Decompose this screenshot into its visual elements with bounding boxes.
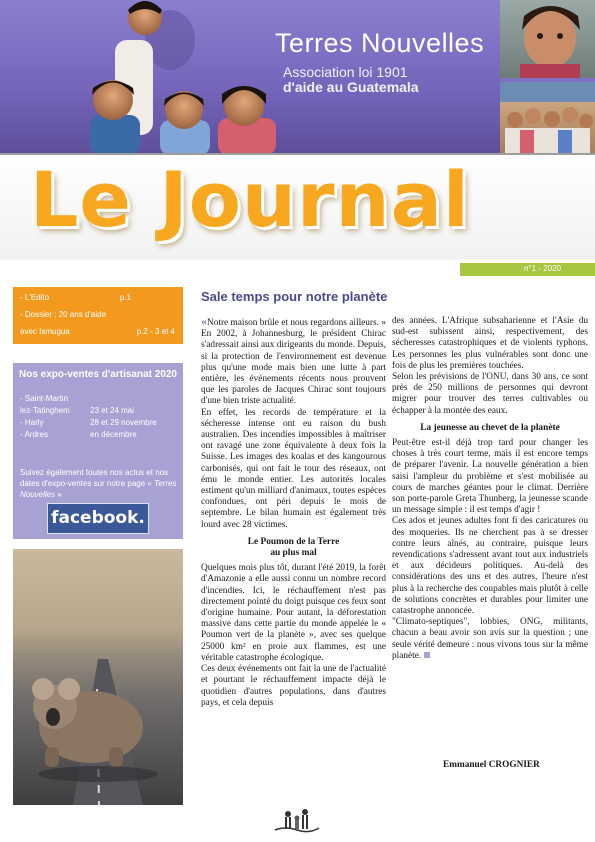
girl-photo-icon xyxy=(500,0,595,78)
table-of-contents xyxy=(13,287,183,344)
expo-note xyxy=(20,467,180,500)
header-banner xyxy=(0,0,595,153)
article-paragraph: Ces deux événements ont fait la une de l'actualité et pourtant le réchauffement impacte déjà le quotidien d'autres populations, dans d'autres pays, et cela depuis xyxy=(201,664,386,708)
subheading-line: au plus mal xyxy=(270,548,317,559)
facebook-page-name[interactable]: Terres Nouvelles xyxy=(20,479,177,499)
children-photo-icon xyxy=(0,0,500,153)
article-paragraph: des années. L'Afrique subsaharienne et l'Asie du sud-est subissent ainsi, respectivement, des sécheresses catastrophiques et de violents typhons. Les personnes les plus vulnérables sont donc une fois de plus les premières touchées. xyxy=(392,316,588,371)
toc-item[interactable] xyxy=(20,327,175,339)
article-paragraph xyxy=(392,617,588,662)
toc-item[interactable] xyxy=(20,293,175,305)
journal-title: Le Journal xyxy=(30,155,470,244)
toc-item-label: avec Ismugua xyxy=(20,327,70,336)
expo-place: - Saint-Martin xyxy=(20,394,69,403)
author-signature: Emmanuel CROGNIER xyxy=(443,760,540,770)
header-photo-girl xyxy=(500,0,595,78)
class-photo-icon xyxy=(500,82,595,153)
paragraph-text: Notre maison brûle et nous regardons ailleurs. » En 2002, à Johannesburg, le président Chirac s'adressait ainsi aux dirigeants du monde. Depuis, si la protection de l'environnement est devenue plus qu'une mode mais bien une lutte à part entière, les événements récents nous prouvent que les paroles de Jacques Chirac sont toujours d'une bien triste actualité. xyxy=(201,318,386,407)
expo-place: - Harly xyxy=(20,418,44,427)
article-paragraph: Selon les prévisions de l'ONU, dans 30 ans, ce sont près de 250 millions de personnes qui devront migrer pour trouver des terres cultivables ou échapper à la montée des eaux. xyxy=(392,372,588,416)
expo-place: lez-Tatinghem xyxy=(20,406,70,415)
koala-photo-icon xyxy=(13,549,183,805)
article-paragraph: Peut-être est-il déjà trop tard pour changer les choses à très court terme, mais il est encore temps de préparer l'avenir. La nouvelle génération a bien saisi l'ampleur du problème et s'est mobilisée au cours de marches géantes pour le climat. Derrière son porte-parole Greta Thunberg, la jeunesse scande un message simple : il est temps d'agir ! xyxy=(392,438,588,516)
issue-bar xyxy=(460,263,595,276)
association-line: Association loi 1901 xyxy=(283,64,408,80)
expo-note-end: » xyxy=(55,490,62,499)
subheading xyxy=(201,537,386,559)
expo-title: Nos expo-ventes d'artisanat 2020 xyxy=(19,369,177,380)
paragraph-text: "Climato-septiques", lobbies, ONG, militants, chacun a beau avoir son avis sur la question ; une seule vérité demeure : nous vivons tous sur la même planète. xyxy=(392,617,588,661)
article-title: Sale temps pour notre planète xyxy=(201,289,388,304)
toc-item-page: p.2 - 3 et 4 xyxy=(136,327,175,336)
article-paragraph: En effet, les records de température et la sécheresse intense ont eu raison du bush australien. Des incendies impossibles à maîtriser ont ravagé une zone équivalente à deux fois la Suisse. Les images des koalas et des kangourous carbonisés, qui ont fait le tour des réseaux, ont ému le monde entier. Les autorités locales estiment qu'un milliard d'animaux, toutes espèces confondues, ont péri depuis le mois de septembre. Le bilan humain est également très lourd avec 28 victimes. xyxy=(201,407,386,530)
expo-date: 28 et 29 novembre xyxy=(90,418,157,427)
header-photo-class xyxy=(500,82,595,153)
end-mark-icon xyxy=(424,652,430,658)
expo-note-text: Suivez également toutes nos actus et nos dates d'expo-ventes sur notre page « xyxy=(20,468,169,488)
masthead xyxy=(0,155,595,260)
article-paragraph: Ces ados et jeunes adultes font fi des caricatures ou des moqueries. Ils ne cherchent pas à se dresser contre leurs aînés, au contraire, puisque leurs revendications s'adressent avant tout aux industriels et aux décideurs politiques. Au-delà des considérations des uns et des autres, l'heure n'est plus à la recherche des coupables mais plutôt à celle de solutions concrètes et durables pour limiter une catastrophe annoncée. xyxy=(392,516,588,617)
toc-item-page: p.1 xyxy=(119,293,131,302)
koala-photo xyxy=(13,549,183,805)
article-column-1 xyxy=(201,316,386,806)
article-paragraph xyxy=(201,316,386,408)
header-photo-children xyxy=(0,0,500,153)
expo-place: - Ardres xyxy=(20,430,49,439)
facebook-logo-icon[interactable]: facebook. xyxy=(47,503,149,534)
article-column-2 xyxy=(392,316,588,776)
expo-sales-box xyxy=(13,363,183,539)
footer-family-logo-icon xyxy=(273,806,321,836)
opening-quote: « xyxy=(201,314,207,328)
toc-item[interactable] xyxy=(20,310,175,322)
subheading: La jeunesse au chevet de la planète xyxy=(420,422,560,433)
subheading-line: Le Poumon de la Terre xyxy=(247,536,340,547)
mission-line: d'aide au Guatemala xyxy=(283,79,419,95)
org-name: Terres Nouvelles xyxy=(275,28,485,58)
toc-item-label: - L'Edito xyxy=(20,293,50,302)
toc-item-label: - Dossier : 20 ans d'aide xyxy=(20,310,107,319)
issue-number: n°1 - 2020 xyxy=(523,264,561,273)
article-paragraph: Quelques mois plus tôt, durant l'été 2019, la forêt d'Amazonie a elle aussi connu un nombre record d'incendies. Ici, le réchauffement n'est pas directement pointé du doigt puisque ces feux sont d'origine humaine. Pour autant, la déforestation massive dans cette partie du monde appelée le « Poumon vert de la planète », avec ses quelque 25000 km² en proie aux flammes, est une véritable catastrophe écologique. xyxy=(201,563,386,663)
expo-date: en décembre xyxy=(90,430,137,439)
expo-date: 23 et 24 mai xyxy=(90,406,135,415)
